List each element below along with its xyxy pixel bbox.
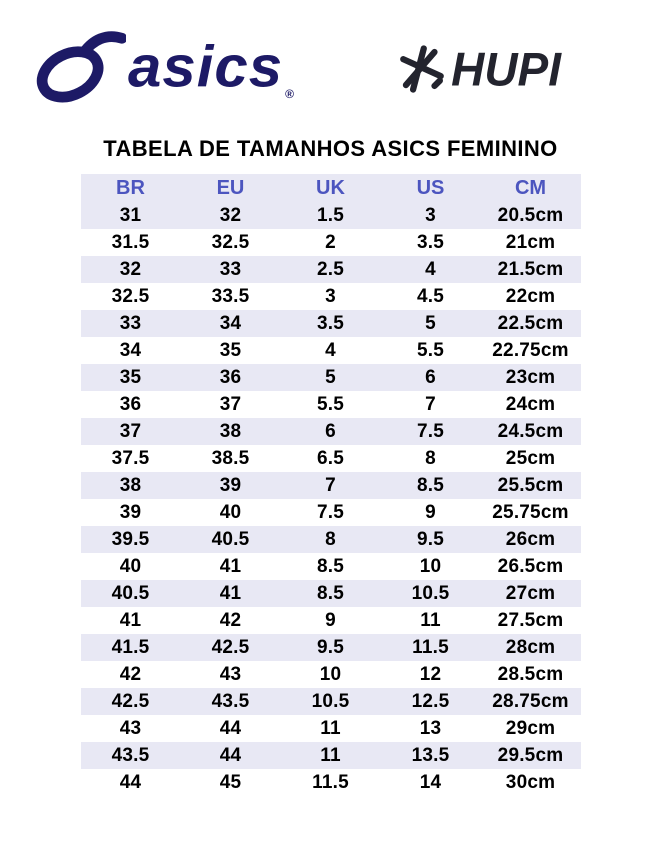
table-row	[81, 418, 581, 445]
table-cell: 23cm	[505, 367, 556, 388]
table-cell: 41	[219, 583, 242, 604]
table-cell: 32	[219, 205, 242, 226]
table-cell: 34	[219, 313, 242, 334]
table-cell: 37	[119, 421, 142, 442]
table-cell: 40.5	[211, 529, 250, 550]
column-header-cm: CM	[481, 174, 581, 202]
table-row	[81, 634, 581, 661]
table-cell: 12	[419, 664, 442, 685]
table-cell: 28.75cm	[492, 691, 569, 712]
table-cell: 37	[219, 394, 242, 415]
table-cell: 33.5	[211, 286, 250, 307]
table-row	[81, 769, 581, 796]
column-header-eu: EU	[181, 174, 281, 202]
table-cell: 35	[219, 340, 242, 361]
table-cell: 7	[425, 394, 436, 415]
size-table-header	[81, 174, 581, 202]
table-cell: 11	[320, 745, 341, 766]
table-cell: 8	[425, 448, 436, 469]
table-cell: 5	[425, 313, 436, 334]
table-cell: 44	[119, 772, 142, 793]
asics-spiral-icon	[34, 27, 126, 107]
table-cell: 25.5cm	[497, 475, 564, 496]
asics-logo	[34, 27, 294, 107]
table-cell: 2	[325, 232, 336, 253]
table-row	[81, 283, 581, 310]
table-cell: 11	[320, 718, 341, 739]
table-cell: 36	[119, 394, 142, 415]
table-cell: 11	[420, 610, 441, 631]
table-cell: 40	[219, 502, 242, 523]
table-cell: 21cm	[505, 232, 556, 253]
table-cell: 34	[119, 340, 142, 361]
table-cell: 29.5cm	[497, 745, 564, 766]
table-row	[81, 553, 581, 580]
table-cell: 6.5	[316, 448, 344, 469]
table-cell: 43.5	[211, 691, 250, 712]
table-cell: 5.5	[416, 340, 444, 361]
table-cell: 8.5	[316, 556, 344, 577]
table-cell: 40	[119, 556, 142, 577]
table-row	[81, 391, 581, 418]
table-row	[81, 688, 581, 715]
table-cell: 8.5	[416, 475, 444, 496]
table-cell: 13	[419, 718, 442, 739]
table-cell: 22.75cm	[492, 340, 569, 361]
table-cell: 37.5	[111, 448, 150, 469]
table-row	[81, 742, 581, 769]
table-cell: 31.5	[111, 232, 150, 253]
column-header-br: BR	[81, 174, 181, 202]
table-cell: 42.5	[211, 637, 250, 658]
table-row	[81, 310, 581, 337]
table-cell: 8.5	[316, 583, 344, 604]
column-header-uk: UK	[281, 174, 381, 202]
table-cell: 43	[219, 664, 242, 685]
table-cell: 38	[219, 421, 242, 442]
size-table	[81, 174, 581, 796]
table-cell: 44	[219, 745, 242, 766]
table-cell: 1.5	[316, 205, 344, 226]
table-cell: 26cm	[505, 529, 556, 550]
table-row	[81, 715, 581, 742]
table-cell: 38.5	[211, 448, 250, 469]
table-row	[81, 256, 581, 283]
table-cell: 10.5	[311, 691, 350, 712]
table-cell: 27cm	[505, 583, 556, 604]
table-cell: 27.5cm	[497, 610, 564, 631]
table-cell: 3	[425, 205, 436, 226]
table-cell: 12.5	[411, 691, 450, 712]
header-row	[81, 174, 581, 202]
asics-wordmark: asics	[128, 33, 284, 100]
table-cell: 28.5cm	[497, 664, 564, 685]
table-cell: 31	[119, 205, 142, 226]
page-title: TABELA DE TAMANHOS ASICS FEMININO	[103, 136, 558, 161]
table-cell: 11.5	[312, 772, 349, 793]
table-cell: 39.5	[111, 529, 150, 550]
table-cell: 40.5	[111, 583, 150, 604]
table-cell: 2.5	[316, 259, 344, 280]
table-row	[81, 202, 581, 229]
table-row	[81, 337, 581, 364]
table-cell: 38	[119, 475, 142, 496]
hupi-wordmark: HUPI	[451, 42, 561, 96]
table-row	[81, 229, 581, 256]
table-row	[81, 607, 581, 634]
table-cell: 4	[425, 259, 436, 280]
table-cell: 42.5	[111, 691, 150, 712]
table-cell: 3.5	[416, 232, 444, 253]
table-cell: 4.5	[416, 286, 444, 307]
column-header-us: US	[381, 174, 481, 202]
table-row	[81, 364, 581, 391]
table-cell: 6	[425, 367, 436, 388]
table-cell: 25.75cm	[492, 502, 569, 523]
table-cell: 26.5cm	[497, 556, 564, 577]
table-cell: 25cm	[505, 448, 556, 469]
table-cell: 32.5	[211, 232, 250, 253]
table-cell: 42	[119, 664, 142, 685]
table-cell: 3	[325, 286, 336, 307]
table-cell: 4	[325, 340, 336, 361]
table-cell: 30cm	[505, 772, 556, 793]
size-table-body	[81, 202, 581, 796]
table-cell: 21.5cm	[497, 259, 564, 280]
table-cell: 22cm	[505, 286, 556, 307]
table-cell: 20.5cm	[497, 205, 564, 226]
table-cell: 7	[325, 475, 336, 496]
table-cell: 10	[319, 664, 342, 685]
table-cell: 28cm	[505, 637, 556, 658]
table-cell: 10	[419, 556, 442, 577]
table-cell: 9.5	[416, 529, 444, 550]
table-row	[81, 580, 581, 607]
table-cell: 8	[325, 529, 336, 550]
table-cell: 36	[219, 367, 242, 388]
brand-bar	[0, 0, 661, 108]
table-cell: 33	[119, 313, 142, 334]
table-cell: 45	[219, 772, 242, 793]
table-row	[81, 472, 581, 499]
table-cell: 32.5	[111, 286, 150, 307]
table-row	[81, 445, 581, 472]
table-cell: 5	[325, 367, 336, 388]
table-cell: 43	[119, 718, 142, 739]
table-cell: 35	[119, 367, 142, 388]
table-row	[81, 661, 581, 688]
asics-registered-mark: ®	[285, 87, 294, 101]
table-cell: 7.5	[316, 502, 344, 523]
table-cell: 41	[219, 556, 242, 577]
table-cell: 7.5	[416, 421, 444, 442]
table-row	[81, 499, 581, 526]
table-cell: 29cm	[505, 718, 556, 739]
table-cell: 39	[119, 502, 142, 523]
table-cell: 24.5cm	[497, 421, 564, 442]
table-cell: 42	[219, 610, 242, 631]
table-cell: 39	[219, 475, 242, 496]
table-cell: 6	[325, 421, 336, 442]
table-cell: 13.5	[411, 745, 450, 766]
table-cell: 9.5	[316, 637, 344, 658]
table-cell: 3.5	[316, 313, 344, 334]
table-cell: 32	[119, 259, 142, 280]
table-cell: 41	[119, 610, 142, 631]
table-row	[81, 526, 581, 553]
table-cell: 33	[219, 259, 242, 280]
table-cell: 14	[419, 772, 442, 793]
table-cell: 9	[425, 502, 436, 523]
table-cell: 24cm	[505, 394, 556, 415]
table-cell: 10.5	[411, 583, 450, 604]
hupi-knot-icon	[397, 44, 447, 94]
table-cell: 41.5	[111, 637, 150, 658]
hupi-logo	[397, 44, 561, 94]
table-cell: 43.5	[111, 745, 150, 766]
table-cell: 11.5	[412, 637, 449, 658]
table-cell: 22.5cm	[497, 313, 564, 334]
table-cell: 9	[325, 610, 336, 631]
table-cell: 5.5	[316, 394, 344, 415]
table-cell: 44	[219, 718, 242, 739]
